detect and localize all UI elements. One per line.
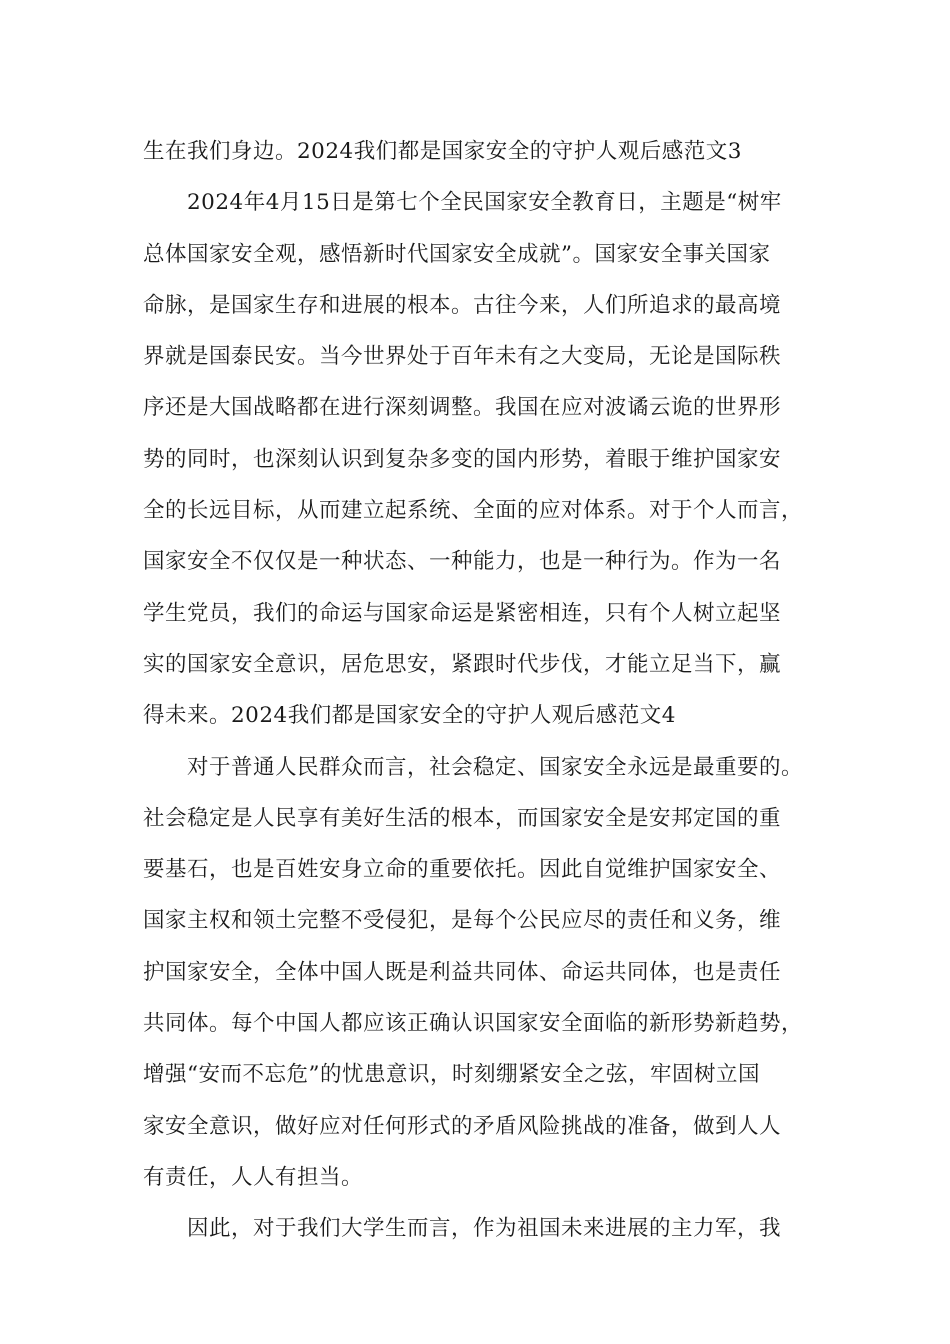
text-line: 社会稳定是人民享有美好生活的根本，而国家安全是安邦定国的重 <box>143 805 782 831</box>
text-line: 命脉，是国家生存和进展的根本。古往今来，人们所追求的最高境 <box>143 292 782 318</box>
text-line: 势的同时，也深刻认识到复杂多变的国内形势，着眼于维护国家安 <box>143 446 782 472</box>
text-line: 学生党员，我们的命运与国家命运是紧密相连，只有个人树立起坚 <box>143 600 782 626</box>
text-line: 对于普通人民群众而言，社会稳定、国家安全永远是最重要的。 <box>187 754 804 780</box>
text-line: 得未来。2024我们都是国家安全的守护人观后感范文4 <box>143 703 676 729</box>
text-line: 因此，对于我们大学生而言，作为祖国未来进展的主力军，我 <box>187 1216 782 1242</box>
document-body <box>143 126 823 1255</box>
text-line: 有责任，人人有担当。 <box>143 1164 364 1190</box>
text-line: 实的国家安全意识，居危思安，紧跟时代步伐，才能立足当下，赢 <box>143 651 782 677</box>
text-line: 护国家安全，全体中国人既是利益共同体、命运共同体，也是责任 <box>143 959 782 985</box>
text-line: 增强“安而不忘危”的忧患意识，时刻绷紧安全之弦，牢固树立国 <box>143 1062 760 1088</box>
text-line: 要基石，也是百姓安身立命的重要依托。因此自觉维护国家安全、 <box>143 857 782 883</box>
text-line: 家安全意识，做好应对任何形式的矛盾风险挑战的准备，做到人人 <box>143 1113 782 1139</box>
text-line: 界就是国泰民安。当今世界处于百年未有之大变局，无论是国际秩 <box>143 344 782 370</box>
text-line: 国家安全不仅仅是一种状态、一种能力，也是一种行为。作为一名 <box>143 549 782 575</box>
text-line: 序还是大国战略都在进行深刻调整。我国在应对波谲云诡的世界形 <box>143 395 782 421</box>
text-line: 国家主权和领土完整不受侵犯，是每个公民应尽的责任和义务，维 <box>143 908 782 934</box>
text-line: 全的长远目标，从而建立起系统、全面的应对体系。对于个人而言， <box>143 498 804 524</box>
text-line: 总体国家安全观，感悟新时代国家安全成就”。国家安全事关国家 <box>143 241 771 267</box>
text-line: 生在我们身边。2024我们都是国家安全的守护人观后感范文3 <box>143 139 742 164</box>
text-line: 共同体。每个中国人都应该正确认识国家安全面临的新形势新趋势， <box>143 1011 804 1037</box>
text-line: 2024年4月15日是第七个全民国家安全教育日，主题是“树牢 <box>187 190 782 216</box>
